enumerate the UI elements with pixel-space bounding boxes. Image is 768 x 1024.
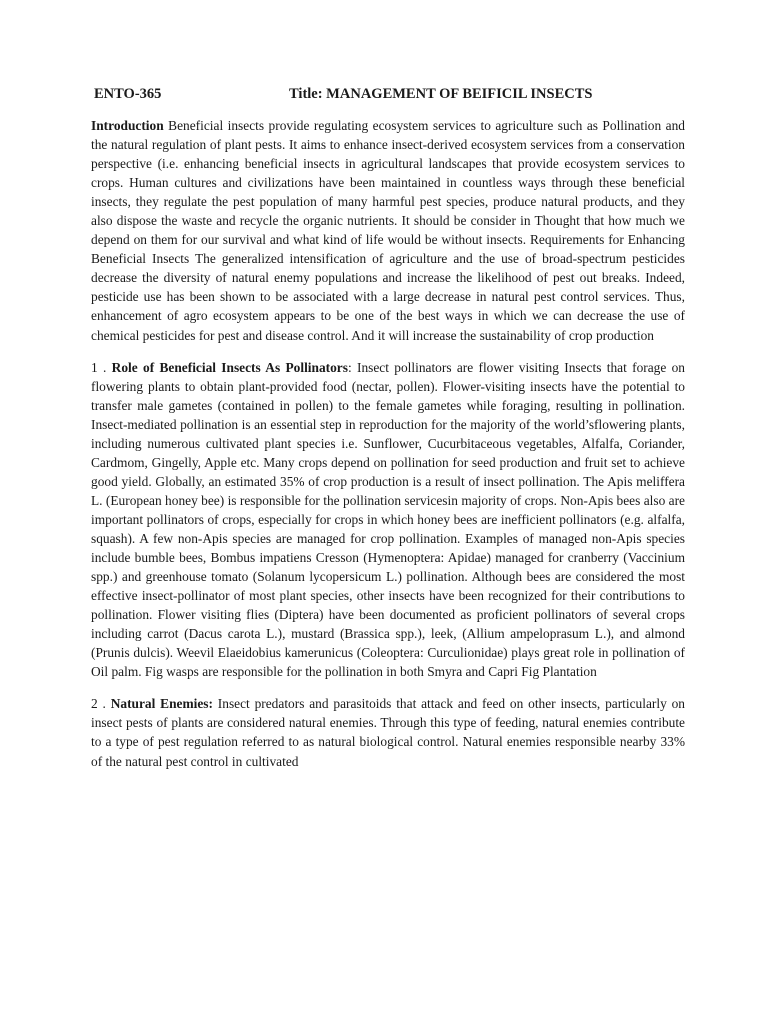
natural-enemies-body: Insect predators and parasitoids that attack and feed on other insects, particularly on insect pests of plants are considered natural enemies. Through this type of feeding, natural enemies contribute to a type of pest regulation referred to as natural biological control. Natural enemies responsible nearby 33% of the natural pest control in cultivated — [91, 696, 686, 769]
natural-enemies-section-number: 2 . — [91, 696, 106, 712]
course-code: ENTO-365 — [94, 86, 162, 102]
pollinators-body: : Insect pollinators are flower visiting Insects that forage on flowering plants to obtain plant-provided food (nectar, pollen). Flower-visiting insects have the potential to transfer male gametes (contained in pollen) to the female gametes while foraging, resulting in pollination. Insect-mediated pollination is an essential step in reproduction for the majority of the world’sflowering plants, including numerous cultivated plant species i.e. Sunflower, Cucurbitaceous vegetables, Alfalfa, Coriander, Cardmom, Gingelly, Apple etc. Many crops depend on pollination for seed production and fruit set to achieve good yield. Globally, an estimated 35% of crop production is a result of insect pollination. The Apis meliffera L. (European honey bee) is responsible for the pollination servicesin majority of crops. Non-Apis bees also are important pollinators of crops, especially for crops in which honey bees are inefficient pollinators (e.g. alfalfa, squash). A few non-Apis species are managed for crop pollination. Examples of managed non-Apis species include bumble bees, Bombus impatiens Cresson (Hymenoptera: Apidae) managed for cranberry (Vaccinium spp.) and greenhouse tomato (Solanum lycopersicum L.) pollination. Although bees are considered the most effective insect-pollinator of most plant species, other insects have been recognized for their contributions to pollination. Flower visiting flies (Diptera) have been documented as proficient pollinators of several crops including carrot (Dacus carota L.), mustard (Brassica spp.), leek, (Allium ampeloprasum L.), and almond (Prunis dulcis). Weevil Elaeidobius kamerunicus (Coleoptera: Curculionidae) plays great role in pollination of Oil palm. Fig wasps are responsible for the pollination in both Smyra and Capri Fig Plantation — [91, 359, 686, 680]
introduction-heading: Introduction — [91, 118, 164, 133]
natural-enemies-heading: Natural Enemies: — [110, 696, 213, 712]
document-title: Title: MANAGEMENT OF BEIFICIL INSECTS — [289, 86, 593, 102]
document-page — [91, 86, 685, 784]
pollinators-paragraph — [91, 358, 685, 682]
natural-enemies-paragraph — [91, 694, 685, 770]
document-header — [91, 86, 685, 108]
introduction-body: Beneficial insects provide regulating ecosystem services to agriculture such as Pollination and the natural regulation of plant pests. It aims to enhance insect-derived ecosystem services from a conservation perspective (i.e. enhancing beneficial insects in agricultural landscapes that provide ecosystem services to crops. Human cultures and civilizations have been maintained in countless ways through these beneficial insects, they regulate the pest population of many harmful pest species, produce natural products, and they also dispose the waste and recycle the organic nutrients. It should be consider in Thought that how much we depend on them for our survival and what kind of life would be without insects. Requirements for Enhancing Beneficial Insects The generalized intensification of agriculture and the use of broad-spectrum pesticides decrease the diversity of natural enemy populations and increase the likelihood of pest out breaks. Indeed, pesticide use has been shown to be associated with a large decrease in natural pest control services. Thus, enhancement of agro ecosystem appears to be one of the best ways in which we can decrease the use of chemical pesticides for pest and disease control. And it will increase the sustainability of crop production — [91, 118, 685, 343]
pollinators-heading: Role of Beneficial Insects As Pollinators — [111, 359, 348, 375]
introduction-paragraph — [91, 116, 685, 345]
pollinators-section-number: 1 . — [91, 359, 107, 375]
